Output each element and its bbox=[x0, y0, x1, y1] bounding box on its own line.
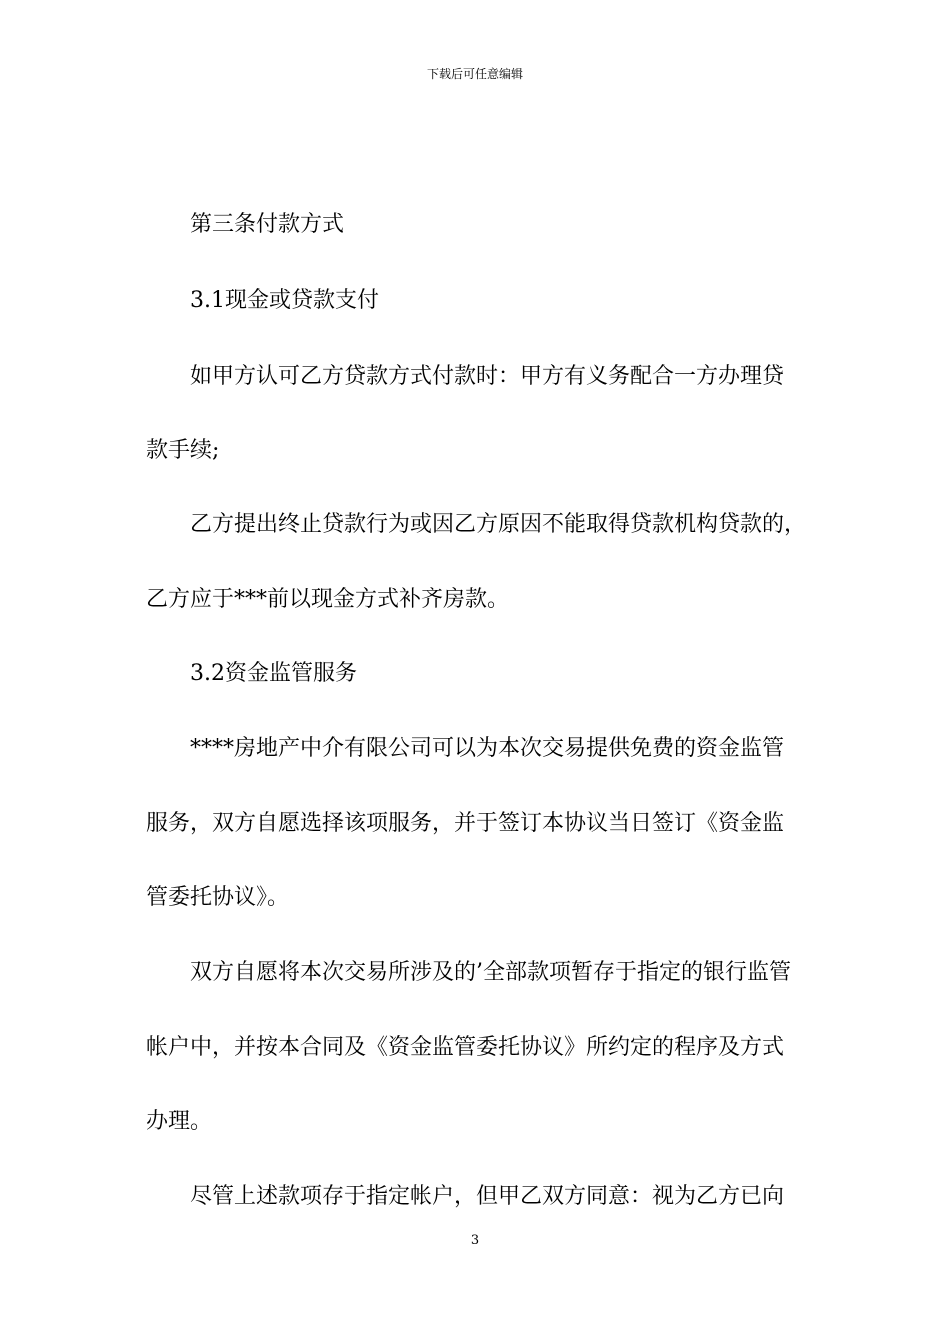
paragraph-line: 如甲方认可乙方贷款方式付款时：甲方有义务配合一方办理贷 bbox=[190, 364, 785, 389]
page-header: 下载后可任意编辑 bbox=[426, 67, 523, 81]
page-number: 3 bbox=[470, 1233, 480, 1248]
paragraph-line: 尽管上述款项存于指定帐户，但甲乙双方同意：视为乙方已向 bbox=[190, 1184, 785, 1209]
paragraph-line: 管委托协议》。 bbox=[146, 885, 290, 910]
subsection-heading: 3.2资金监管服务 bbox=[190, 661, 357, 686]
paragraph-line: 乙方应于***前以现金方式补齐房款。 bbox=[146, 587, 510, 612]
paragraph-line: 款手续; bbox=[146, 438, 220, 463]
paragraph-line: 办理。 bbox=[146, 1109, 213, 1134]
paragraph-line: 帐户中，并按本合同及《资金监管委托协议》所约定的程序及方式 bbox=[146, 1035, 785, 1060]
paragraph-line: ****房地产中介有限公司可以为本次交易提供免费的资金监管 bbox=[190, 736, 785, 761]
paragraph-line: 乙方提出终止贷款行为或因乙方原因不能取得贷款机构贷款的， bbox=[190, 512, 807, 537]
subsection-heading: 3.1现金或贷款支付 bbox=[190, 288, 379, 313]
paragraph-line: 服务，双方自愿选择该项服务，并于签订本协议当日签订《资金监 bbox=[146, 811, 785, 836]
paragraph-line: 双方自愿将本次交易所涉及的’全部款项暂存于指定的银行监管 bbox=[190, 960, 791, 985]
section-heading: 第三条付款方式 bbox=[190, 212, 345, 237]
